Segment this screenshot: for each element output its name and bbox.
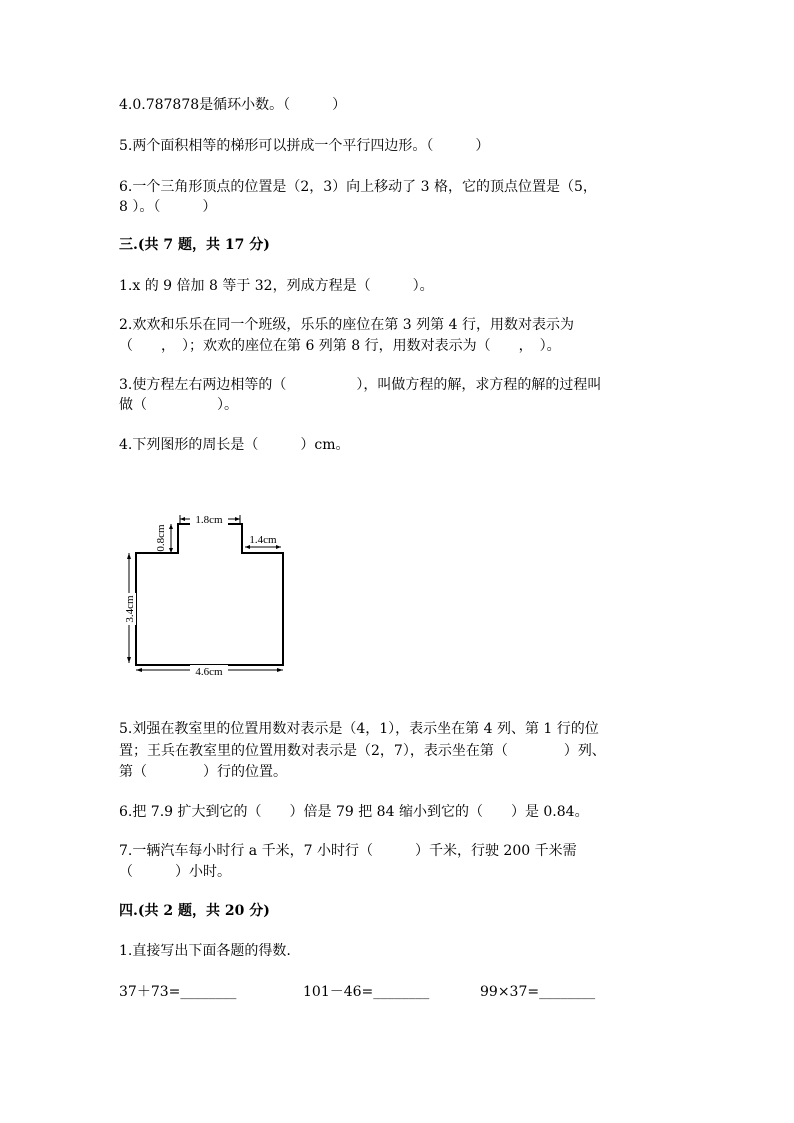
- question-3-5-line2: 置；王兵在教室里的位置用数对表示是（2，7），表示坐在第（ ）列、: [119, 743, 606, 759]
- label-top: 1.8cm: [195, 514, 223, 526]
- question-2-5: 5.两个面积相等的梯形可以拼成一个平行四边形。（ ）: [119, 138, 490, 154]
- perimeter-diagram: [118, 505, 308, 685]
- perimeter-figure: [118, 505, 308, 685]
- question-3-2-line1: 2.欢欢和乐乐在同一个班级，乐乐的座位在第 3 列第 4 行，用数对表示为: [119, 317, 574, 333]
- question-3-1: 1.x 的 9 倍加 8 等于 32，列成方程是（ ）。: [119, 278, 434, 294]
- section-3-heading: 三.(共 7 题，共 17 分): [119, 237, 270, 253]
- question-3-2-line2: （ ， ）；欢欢的座位在第 6 列第 8 行，用数对表示为（ ， ）。: [119, 338, 561, 354]
- calc-item: 99×37=________: [480, 984, 596, 1000]
- question-2-4: 4.0.787878是循环小数。（ ）: [119, 97, 347, 113]
- question-3-7-line1: 7.一辆汽车每小时行 a 千米，7 小时行（ ）千米，行驶 200 千米需: [119, 843, 577, 859]
- question-3-7-line2: （ ）小时。: [119, 864, 231, 880]
- question-2-6-line2: 8 ）。（ ）: [119, 199, 217, 215]
- question-3-3-line1: 3.使方程左右两边相等的（ ），叫做方程的解，求方程的解的过程叫: [119, 377, 602, 393]
- question-3-4: 4.下列图形的周长是（ ）cm。: [119, 437, 350, 453]
- calc-item: 101－46=________: [303, 984, 430, 1000]
- label-right-small: 1.4cm: [249, 534, 277, 546]
- question-3-5-line3: 第（ ）行的位置。: [119, 764, 287, 780]
- label-left-small: 0.8cm: [155, 524, 167, 552]
- question-3-6: 6.把 7.9 扩大到它的（ ）倍是 79 把 84 缩小到它的（ ）是 0.84。: [119, 804, 589, 820]
- question-2-6-line1: 6.一个三角形顶点的位置是（2，3）向上移动了 3 格，它的顶点位置是（5，: [119, 179, 597, 195]
- question-3-5-line1: 5.刘强在教室里的位置用数对表示是（4，1），表示坐在第 4 列、第 1 行的位: [119, 721, 599, 737]
- calc-item: 37＋73=________: [119, 984, 237, 1000]
- label-left: 3.4cm: [124, 595, 136, 623]
- question-4-1: 1.直接写出下面各题的得数.: [119, 943, 291, 959]
- section-4-heading: 四.(共 2 题，共 20 分): [119, 903, 270, 919]
- label-bottom: 4.6cm: [195, 666, 223, 678]
- question-3-3-line2: 做（ ）。: [119, 397, 238, 413]
